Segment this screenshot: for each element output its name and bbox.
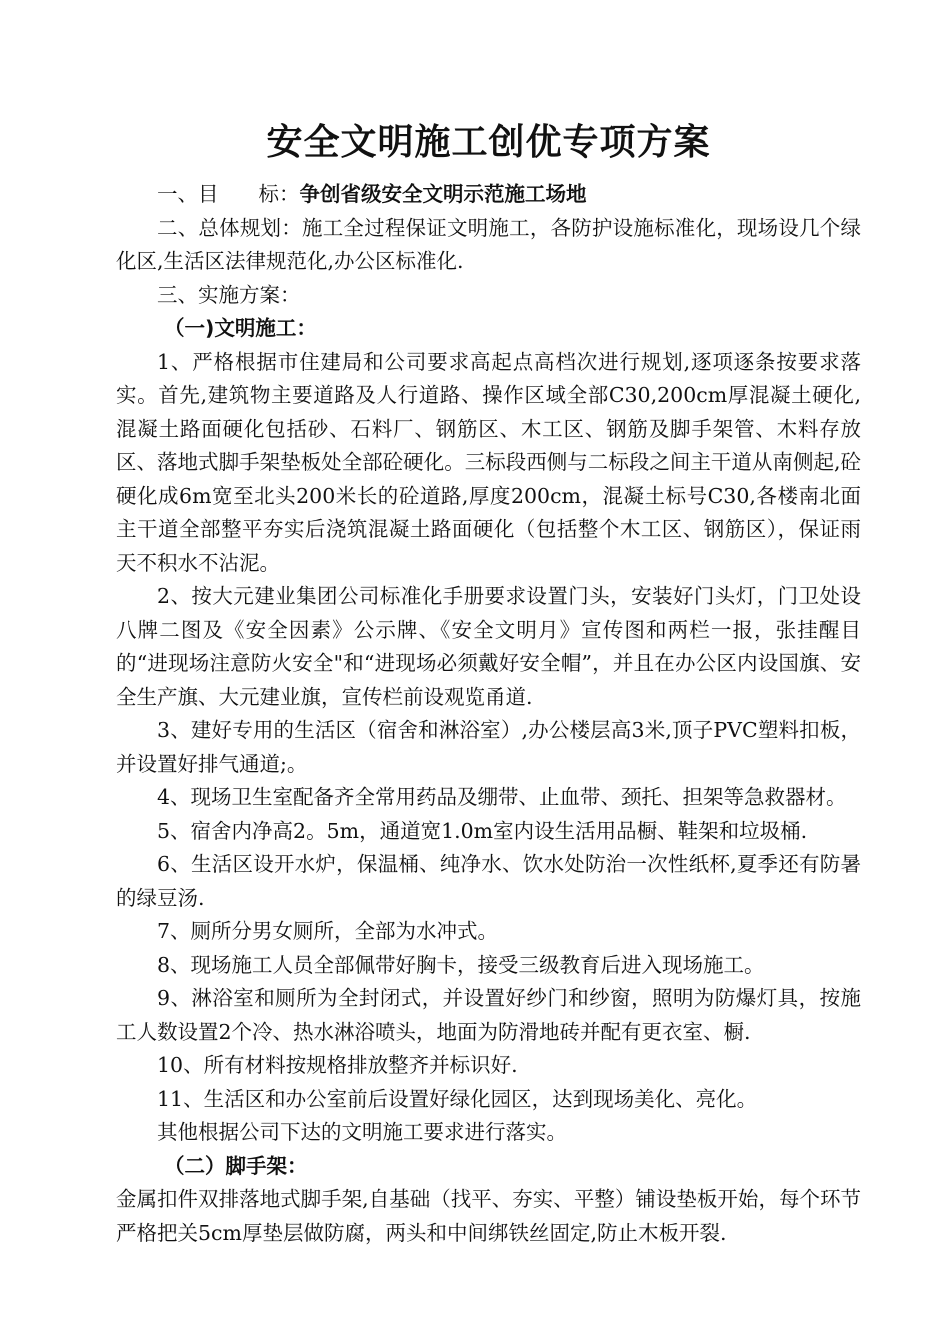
section1-item: 9、淋浴室和厕所为全封闭式，并设置好纱门和纱窗，照明为防爆灯具，按施工人数设置2个冷、热水淋浴喷头，地面为防滑地砖并配有更衣室、橱. (116, 986, 861, 1044)
section1-item: 11、生活区和办公室前后设置好绿化园区，达到现场美化、亮化。 (157, 1086, 758, 1111)
implementation-heading: 三、实施方案： (157, 282, 301, 307)
section1-item: 4、现场卫生室配备齐全常用药品及绷带、止血带、颈托、担架等急救器材。 (157, 785, 847, 809)
section1-closing: 其他根据公司下达的文明施工要求进行落实。 (157, 1120, 567, 1144)
section1-item: 7、厕所分男女厕所，全部为水冲式。 (157, 919, 499, 943)
section1-item: 3、建好专用的生活区（宿舍和淋浴室）,办公楼层高3米,顶子PVC塑料扣板，并设置好排气通道;。 (116, 718, 861, 776)
section1-item: 8、现场施工人员全部佩带好胸卡，接受三级教育后进入现场施工。 (157, 952, 765, 977)
goal-line (116, 178, 861, 212)
section1-item: 2、按大元建业集团公司标准化手册要求设置门头，安装好门头灯，门卫处设八牌二图及《安全因素》公示牌、《安全文明月》宣传图和两栏一报，张挂醒目的“进现场注意防火安全"和“进现场必须戴好安全帽”，并且在办公区内设国旗、安全生产旗、大元建业旗，宣传栏前设观览甬道. (116, 584, 861, 709)
section2-paragraph: 金属扣件双排落地式脚手架,自基础（找平、夯实、平整）铺设垫板开始，每个环节严格把关5cm厚垫层做防腐，两头和中间绑铁丝固定,防止木板开裂. (116, 1187, 861, 1245)
document-page (116, 118, 861, 1250)
goal-label-suffix: 标： (258, 182, 300, 206)
section1-item: 5、宿舍内净高2。5m，通道宽1.0m室内设生活用品橱、鞋架和垃圾桶. (157, 818, 808, 843)
section2-heading: （二）脚手架： (164, 1153, 308, 1178)
section1-heading: （一)文明施工： (164, 316, 317, 340)
section1-item: 1、严格根据市住建局和公司要求高起点高档次进行规划,逐项逐条按要求落实。首先,建筑物主要道路及人行道路、操作区域全部C30,200cm厚混凝土硬化,混凝土路面硬化包括砂、石料厂、钢筋区、木工区、钢筋及脚手架管、木料存放区、落地式脚手架垫板处全部砼硬化。三标段西侧与二标段之间主干道从南侧起,砼硬化成6m宽至北头200米长的砼道路,厚度200cm，混凝土标号C30,各楼南北面主干道全部整平夯实后浇筑混凝土路面硬化（包括整个木工区、钢筋区），保证雨天不积水不沾泥。 (116, 349, 861, 575)
goal-text: 争创省级安全文明示范施工场地 (299, 182, 587, 206)
document-title: 安全文明施工创优专项方案 (266, 122, 711, 163)
section1-item: 6、生活区设开水炉，保温桶、纯净水、饮水处防治一次性纸杯,夏季还有防暑的绿豆汤. (116, 852, 861, 910)
overall-plan-paragraph: 二、总体规划：施工全过程保证文明施工，各防护设施标准化，现场设几个绿化区,生活区法律规范化,办公区标准化. (116, 215, 861, 273)
goal-label-prefix: 一、目 (157, 182, 219, 206)
section1-item: 10、所有材料按规格排放整齐并标识好. (157, 1053, 518, 1077)
